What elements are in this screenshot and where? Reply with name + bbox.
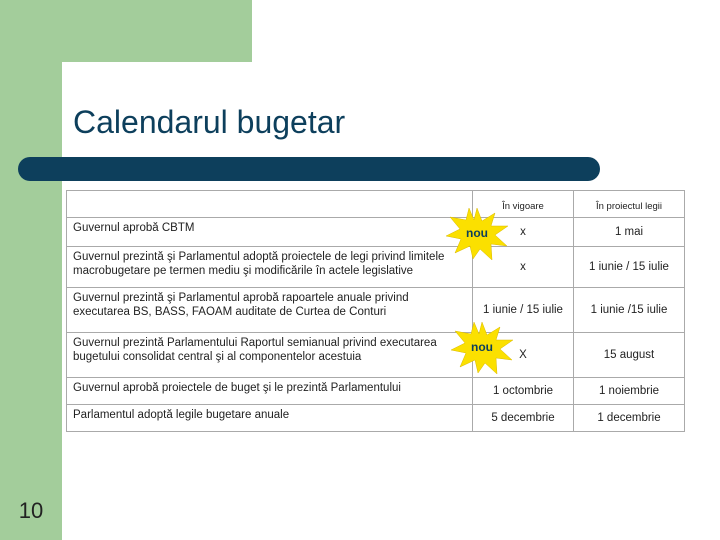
- table-row: [67, 288, 685, 333]
- decorative-green-strip-left: [0, 0, 62, 540]
- draft-law-cell: 1 mai: [574, 218, 685, 247]
- table-row: [67, 378, 685, 405]
- in-force-cell: x: [473, 247, 574, 288]
- new-badge: [450, 322, 514, 374]
- header-cell-activity: [67, 191, 473, 218]
- title-underline-bar: [18, 157, 600, 181]
- draft-law-cell: 15 august: [574, 333, 685, 378]
- in-force-cell: 1 octombrie: [473, 378, 574, 405]
- activity-cell: Guvernul prezintă Parlamentului Raportul semianual privind executarea bugetului consolidat central şi al componentelor acestuia: [67, 333, 473, 378]
- table-header-row: [67, 191, 685, 218]
- activity-cell: Guvernul aprobă CBTM: [67, 218, 473, 247]
- activity-cell: Guvernul aprobă proiectele de buget şi le prezintă Parlamentului: [67, 378, 473, 405]
- new-badge-label: nou: [471, 340, 493, 354]
- in-force-cell: X: [473, 333, 574, 378]
- activity-cell: Parlamentul adoptă legile bugetare anuale: [67, 405, 473, 432]
- table-row: [67, 405, 685, 432]
- activity-cell: Guvernul prezintă şi Parlamentul aprobă rapoartele anuale privind executarea BS, BASS, FAOAM auditate de Curtea de Conturi: [67, 288, 473, 333]
- table-row: [67, 333, 685, 378]
- draft-law-cell: 1 iunie / 15 iulie: [574, 247, 685, 288]
- draft-law-cell: 1 noiembrie: [574, 378, 685, 405]
- draft-law-cell: 1 iunie /15 iulie: [574, 288, 685, 333]
- table-row: [67, 218, 685, 247]
- header-cell-draft-law: În proiectul legii: [574, 191, 685, 218]
- activity-cell: Guvernul prezintă şi Parlamentul adoptă proiectele de legi privind limitele macrobugetare pe termen mediu şi modificările în actele legislative: [67, 247, 473, 288]
- new-badge-label: nou: [466, 226, 488, 240]
- in-force-cell: x: [473, 218, 574, 247]
- draft-law-cell: 1 decembrie: [574, 405, 685, 432]
- header-cell-in-force: În vigoare: [473, 191, 574, 218]
- slide-title: Calendarul bugetar: [73, 104, 346, 140]
- new-badge: [445, 208, 509, 260]
- table-row: [67, 247, 685, 288]
- page-number: 10: [18, 498, 44, 523]
- budget-calendar-table: [66, 190, 685, 432]
- in-force-cell: 5 decembrie: [473, 405, 574, 432]
- in-force-cell: 1 iunie / 15 iulie: [473, 288, 574, 333]
